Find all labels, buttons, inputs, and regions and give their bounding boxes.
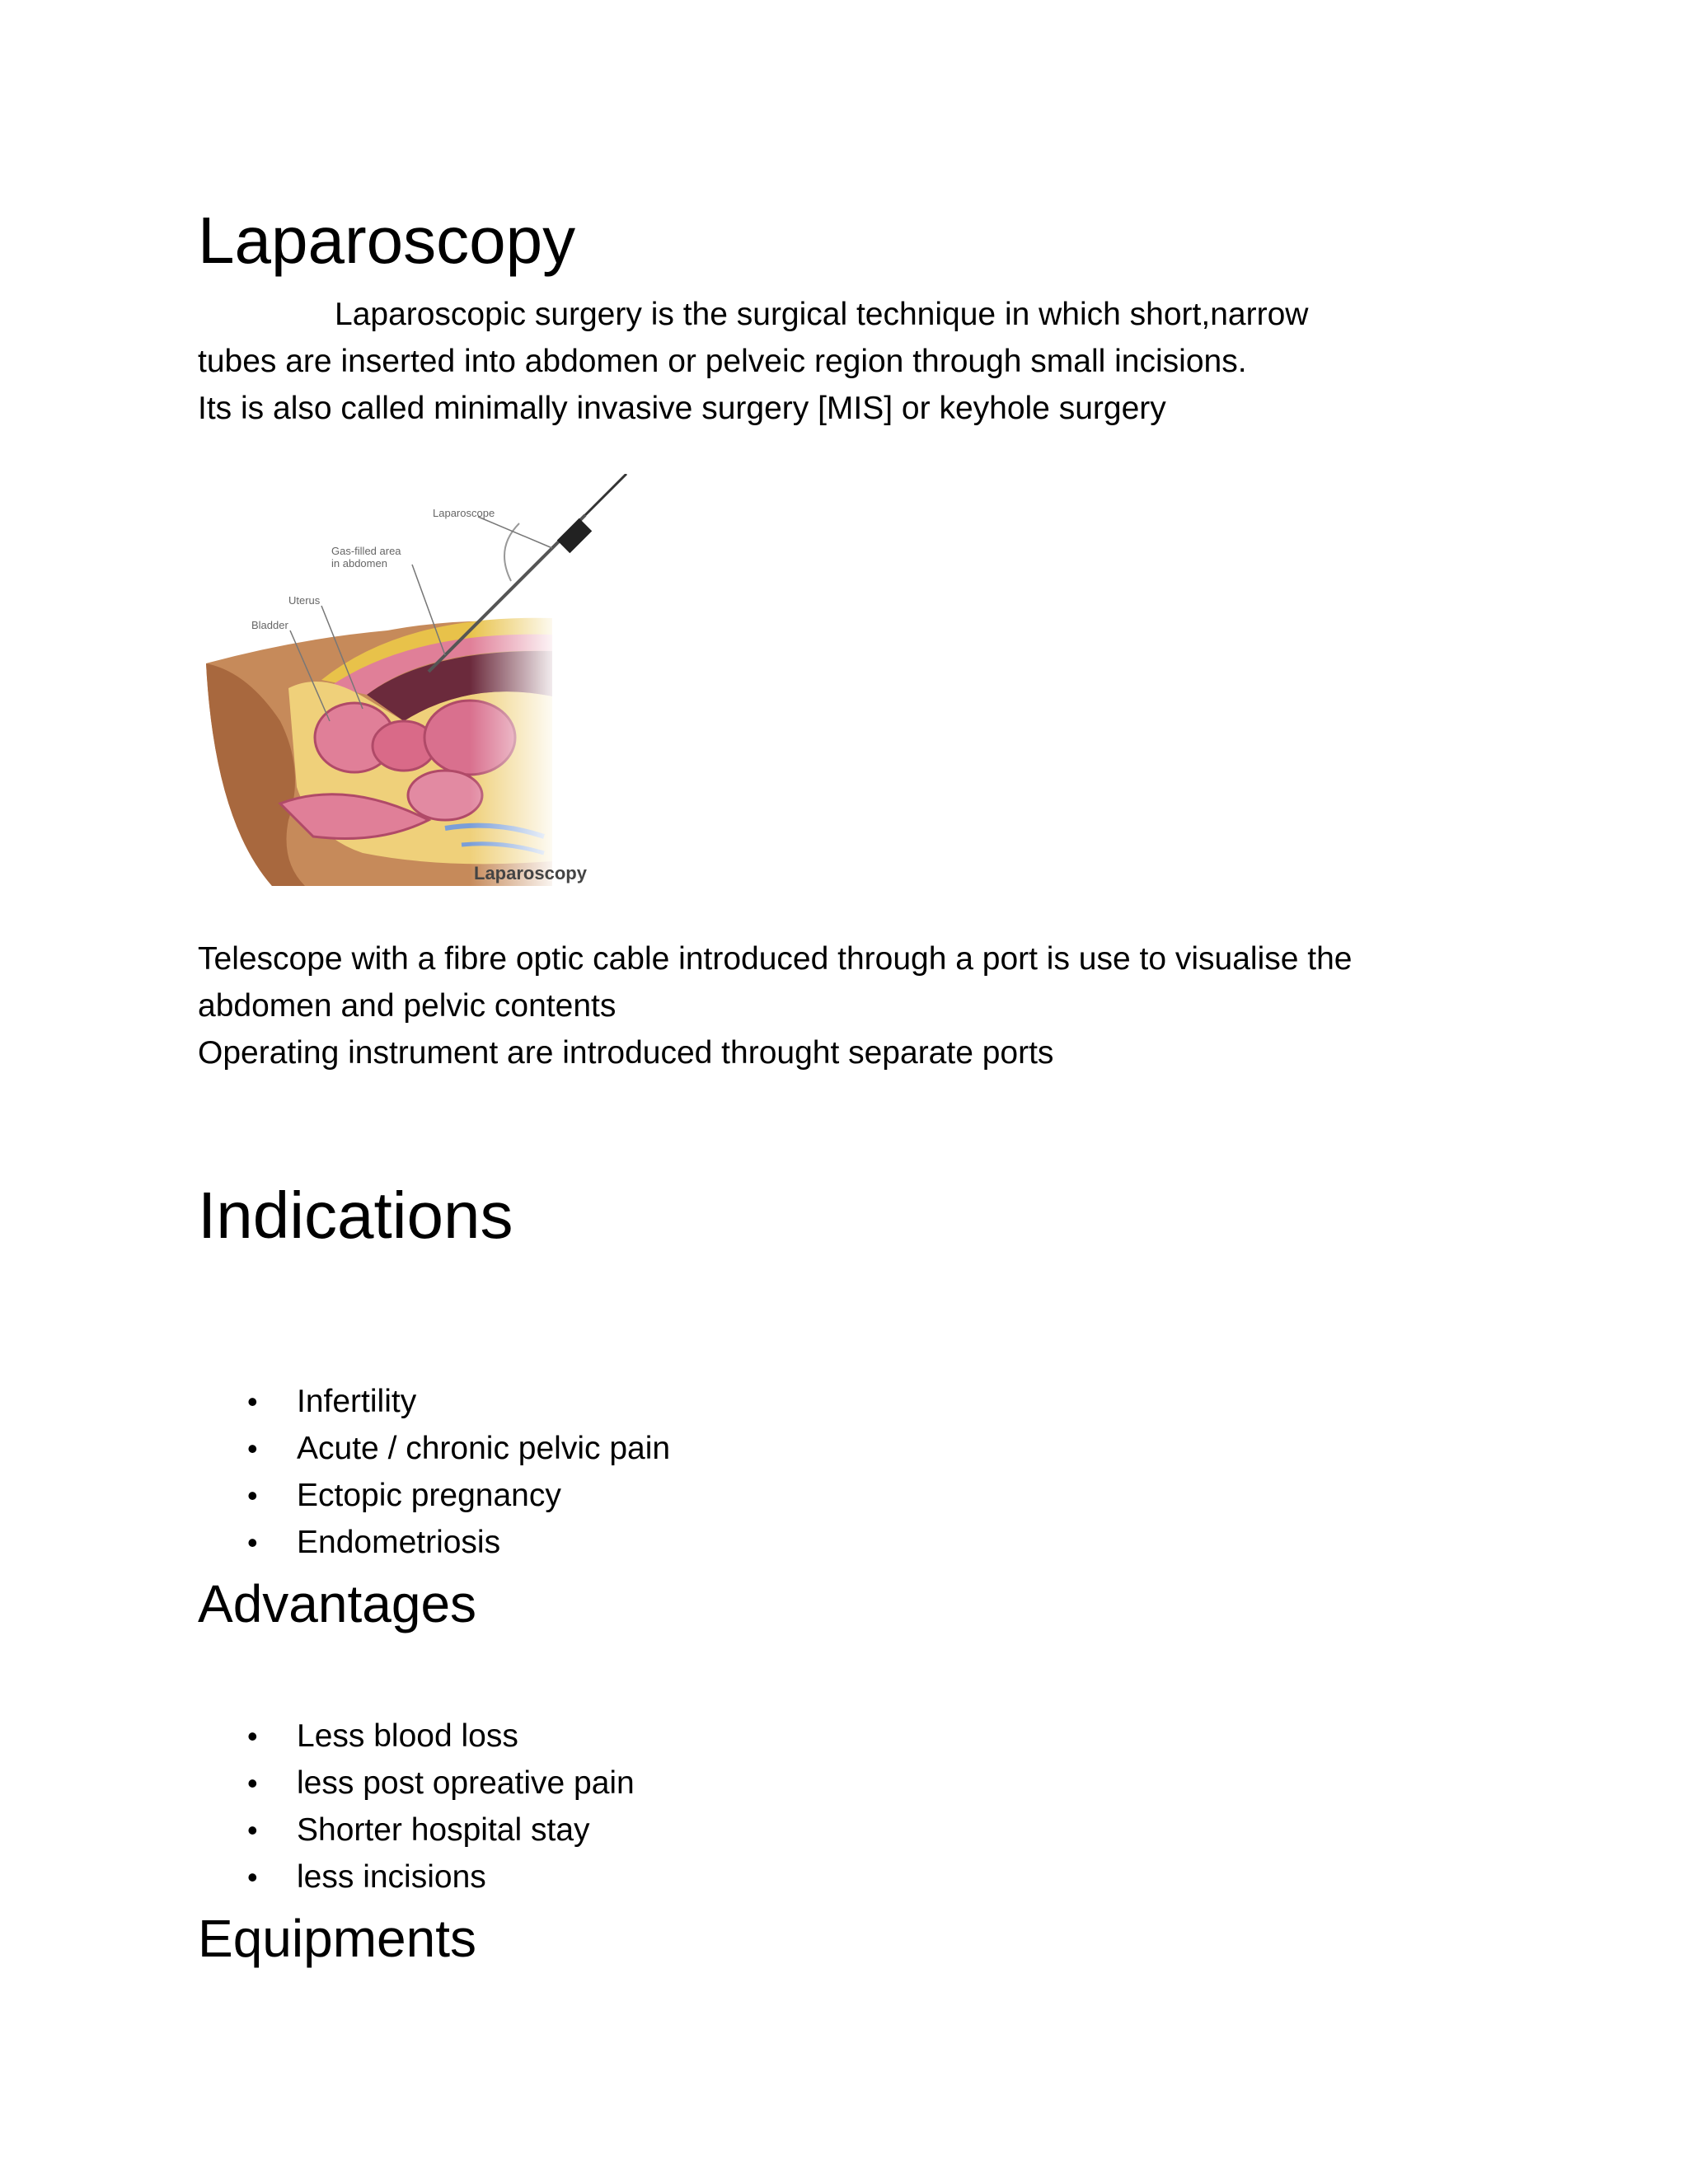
equipments-heading: Equipments	[198, 1909, 476, 1968]
description-paragraph	[198, 935, 1352, 1076]
label-gas-line-1: Gas-filled area	[331, 545, 401, 557]
description-line-1: Telescope with a fibre optic cable introduced through a port is use to visualise the	[198, 941, 1353, 977]
list-item	[198, 1854, 635, 1900]
list-item	[198, 1519, 670, 1566]
laparoscopy-illustration	[198, 474, 635, 894]
bullet-icon: •	[247, 1860, 258, 1894]
list-item	[198, 1472, 670, 1519]
intro-line-1: Laparoscopic surgery is the surgical technique in which short,narrow	[335, 297, 1309, 332]
list-item-label: Shorter hospital stay	[297, 1812, 590, 1848]
list-item	[198, 1425, 670, 1472]
list-item-label: Ectopic pregnancy	[297, 1478, 561, 1513]
bullet-icon: •	[247, 1719, 258, 1753]
list-item	[198, 1713, 635, 1760]
description-line-2: abdomen and pelvic contents	[198, 988, 617, 1024]
label-gas-line-2: in abdomen	[331, 557, 387, 569]
advantages-heading: Advantages	[198, 1574, 477, 1633]
page-title: Laparoscopy	[198, 204, 576, 277]
list-item	[198, 1807, 635, 1854]
bullet-icon: •	[247, 1479, 258, 1512]
list-item-label: less incisions	[297, 1859, 486, 1895]
figure-caption: Laparoscopy	[474, 863, 587, 883]
label-uterus: Uterus	[288, 594, 321, 607]
list-item	[198, 1760, 635, 1807]
bullet-icon: •	[247, 1385, 258, 1418]
intro-line-3: Its is also called minimally invasive surgery [MIS] or keyhole surgery	[198, 391, 1166, 426]
description-line-3: Operating instrument are introduced throught separate ports	[198, 1035, 1054, 1071]
bullet-icon: •	[247, 1432, 258, 1465]
bullet-icon: •	[247, 1813, 258, 1847]
bullet-icon: •	[247, 1526, 258, 1559]
indications-heading: Indications	[198, 1179, 513, 1252]
label-bladder: Bladder	[251, 619, 288, 631]
intro-paragraph	[198, 291, 1308, 432]
bullet-icon: •	[247, 1766, 258, 1800]
advantages-list	[198, 1713, 635, 1900]
list-item	[198, 1378, 670, 1425]
list-item-label: Infertility	[297, 1384, 417, 1419]
indications-list	[198, 1378, 670, 1566]
list-item-label: Endometriosis	[297, 1525, 501, 1560]
list-item-label: Less blood loss	[297, 1718, 518, 1754]
intro-line-2: tubes are inserted into abdomen or pelveic region through small incisions.	[198, 344, 1247, 379]
list-item-label: less post opreative pain	[297, 1765, 635, 1801]
label-laparoscope: Laparoscope	[433, 507, 495, 519]
list-item-label: Acute / chronic pelvic pain	[297, 1431, 671, 1466]
